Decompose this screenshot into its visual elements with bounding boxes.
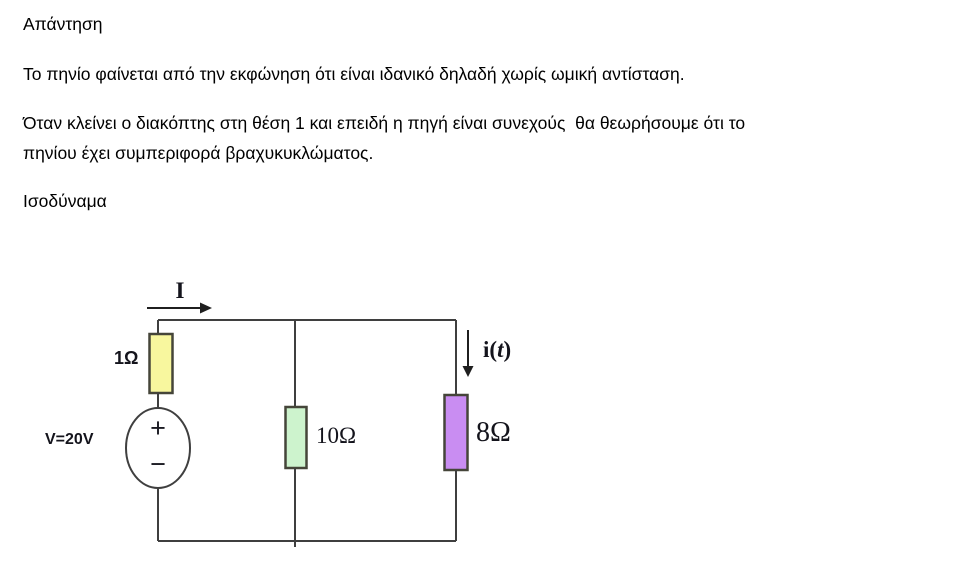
paragraph-inductor-ideal: Το πηνίο φαίνεται από την εκφώνηση ότι είναι ιδανικό δηλαδή χωρίς ωμική αντίσταση.: [23, 64, 685, 84]
voltage-source-label: V=20V: [45, 431, 94, 448]
resistor-8ohm-label: 8Ω: [476, 417, 511, 448]
current-label: I: [175, 278, 185, 303]
current-arrow-head: [200, 303, 212, 314]
branch-current-arrow-head: [463, 366, 474, 377]
branch-current-label: i(t): [483, 337, 512, 362]
answer-heading: Απάντηση: [23, 14, 103, 34]
resistor-1ohm-label: 1Ω: [114, 348, 139, 368]
paragraph-switch-line1: Όταν κλείνει ο διακόπτης στη θέση 1 και επειδή η πηγή είναι συνεχούς θα θεωρήσουμε ότι το: [23, 113, 746, 133]
source-plus-sign: +: [150, 413, 166, 443]
equivalent-label: Ισοδύναμα: [23, 191, 107, 211]
resistor-1ohm-body: [150, 334, 173, 393]
resistor-8ohm-body: [445, 395, 468, 470]
resistor-10ohm-label: 10Ω: [316, 423, 357, 448]
paragraph-switch-line2: πηνίου έχει συμπεριφορά βραχυκυκλώματος.: [23, 143, 374, 163]
source-minus-sign: −: [150, 449, 166, 479]
resistor-10ohm-body: [286, 407, 307, 468]
